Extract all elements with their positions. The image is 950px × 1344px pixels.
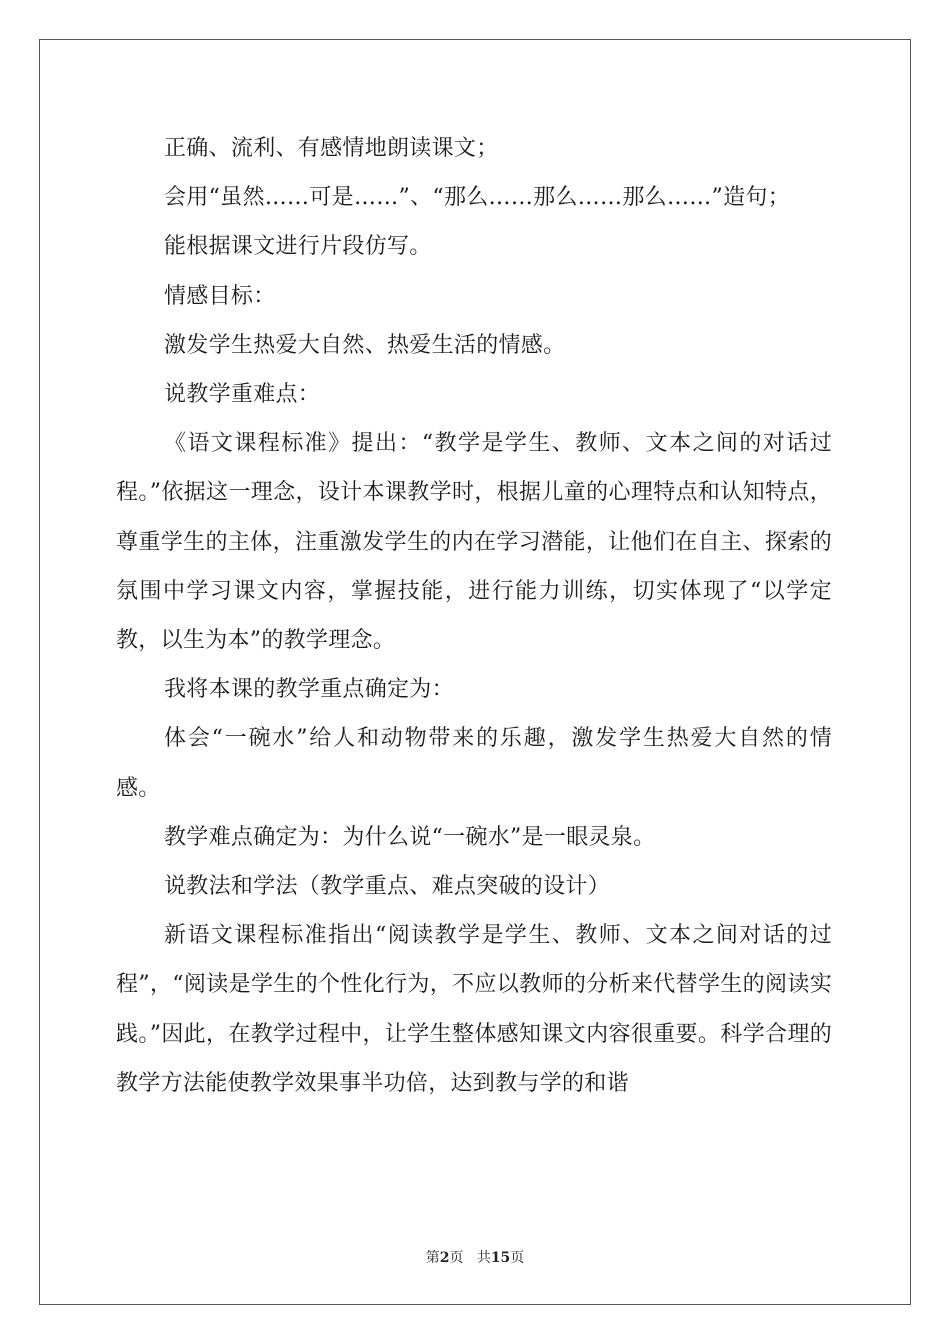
paragraph: 说教学重难点： [164, 382, 321, 408]
paragraph: 情感目标： [164, 283, 276, 309]
paragraph: 我将本课的教学重点确定为： [164, 677, 454, 703]
page-unit: 页 [449, 1250, 464, 1266]
page-total: 15 [490, 1250, 511, 1266]
paragraph: 《语文课程标准》提出：“教学是学生、教师、文本之间的对话过程。”依据这一理念，设计本课教学时，根据儿童的心理特点和认知特点，尊重学生的主体，注重激发学生的内在学习潜能，让他们在自主、探索的氛围中学习课文内容，掌握技能，进行能力训练，切实体现了“以学定教，以生为本”的教学理念。 [116, 431, 832, 654]
paragraph: 体会“一碗水”给人和动物带来的乐趣，激发学生热爱大自然的情感。 [116, 726, 832, 801]
page-footer [0, 1247, 950, 1267]
page-prefix: 第 [425, 1250, 440, 1266]
paragraph: 新语文课程标准指出“阅读教学是学生、教师、文本之间对话的过程”，“阅读是学生的个性化行为，不应以教师的分析来代替学生的阅读实践。”因此，在教学过程中，让学生整体感知课文内容很重要。科学合理的教学方法能使教学效果事半功倍，达到教与学的和谐 [116, 923, 832, 1096]
total-prefix: 共 [476, 1250, 491, 1266]
page-current: 2 [439, 1250, 450, 1266]
document-body [116, 124, 832, 1108]
paragraph: 正确、流利、有感情地朗读课文； [164, 136, 499, 161]
paragraph: 能根据课文进行片段仿写。 [164, 234, 432, 260]
paragraph: 激发学生热爱大自然、热爱生活的情感。 [164, 332, 566, 358]
paragraph: 会用“虽然……可是……”、“那么……那么……那么……”造句； [164, 185, 790, 211]
total-unit: 页 [510, 1250, 525, 1266]
paragraph: 教学难点确定为：为什么说“一碗水”是一眼灵泉。 [164, 824, 656, 850]
paragraph: 说教法和学法（教学重点、难点突破的设计） [164, 874, 611, 900]
